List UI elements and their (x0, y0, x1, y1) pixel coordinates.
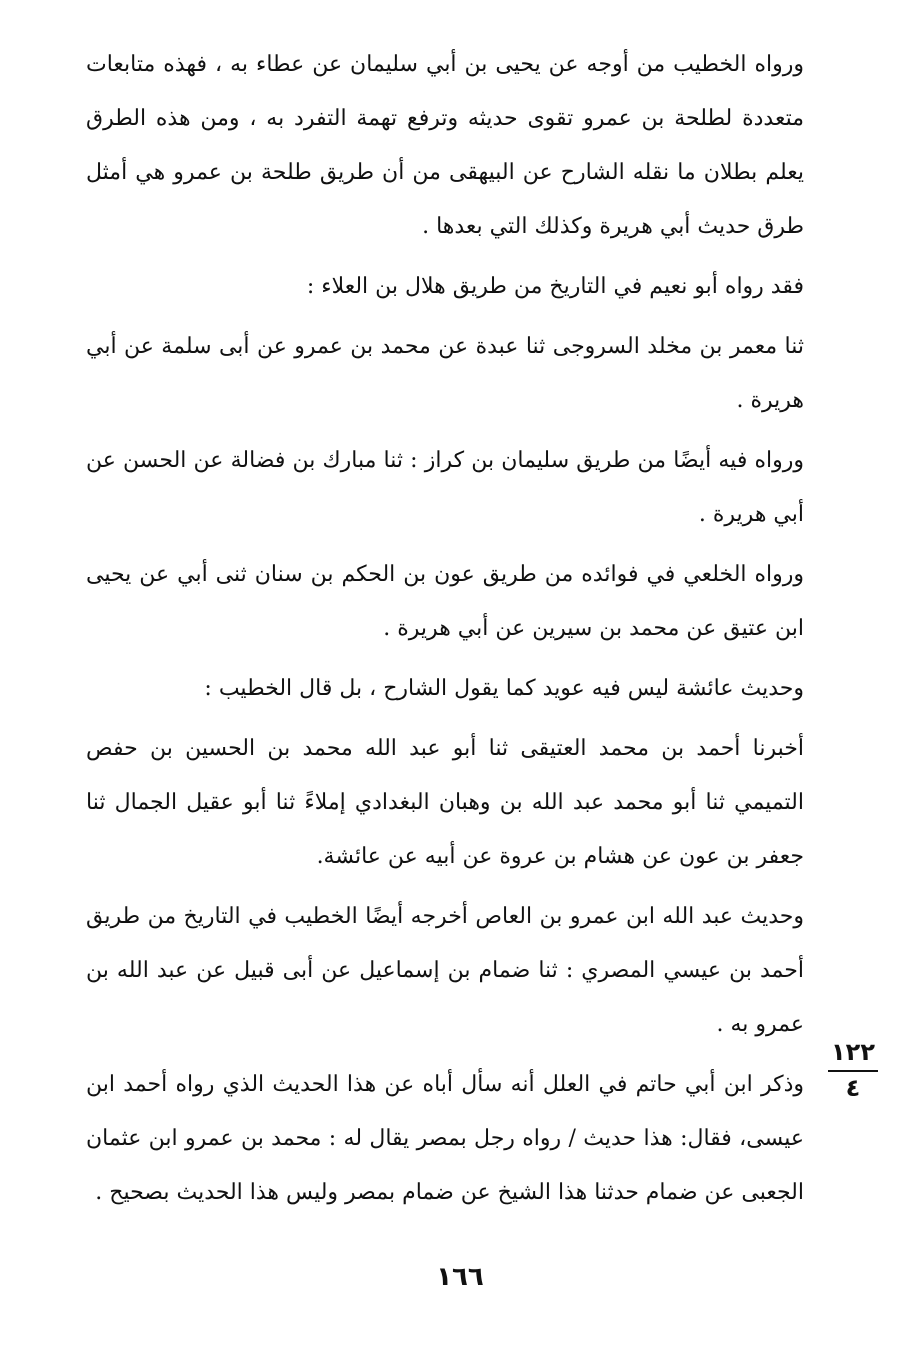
page-number: ١٦٦ (436, 1262, 484, 1292)
margin-reference-page: ٤ (845, 1074, 861, 1102)
paragraph-5: ورواه الخلعي في فوائده من طريق عون بن الحكم بن سنان ثنى أبي عن يحيى ابن عتيق عن محمد بن سيرين عن أبي هريرة . (86, 562, 804, 641)
page-body (86, 38, 804, 1226)
paragraph-2: فقد رواه أبو نعيم في التاريخ من طريق هلال بن العلاء : (306, 274, 804, 299)
paragraph-7: أخبرنا أحمد بن محمد العتيقى ثنا أبو عبد الله محمد بن الحسين بن حفص التميمي ثنا أبو محمد عبد الله بن وهبان البغدادي إملاءً ثنا أبو عقيل الجمال ثنا جعفر بن عون عن هشام بن عروة عن أبيه عن عائشة. (86, 736, 804, 869)
paragraph-6: وحديث عائشة ليس فيه عويد كما يقول الشارح ، بل قال الخطيب : (204, 676, 804, 701)
paragraph-3: ثنا معمر بن مخلد السروجى ثنا عبدة عن محمد بن عمرو عن أبى سلمة عن أبي هريرة . (86, 334, 804, 413)
paragraph-1: ورواه الخطيب من أوجه عن يحيى بن أبي سليمان عن عطاء به ، فهذه متابعات متعددة لطلحة بن عمرو تقوى حديثه وترفع تهمة التفرد به ، ومن هذه الطرق يعلم بطلان ما نقله الشارح عن البيهقى من أن طريق طلحة بن عمرو هي أمثل طرق حديث أبي هريرة وكذلك التي بعدها . (86, 52, 804, 239)
paragraph-8: وحديث عبد الله ابن عمرو بن العاص أخرجه أيضًا الخطيب في التاريخ من طريق أحمد بن عيسي المصري : ثنا ضمام بن إسماعيل عن أبى قبيل عن عبد الله بن عمرو به . (86, 904, 804, 1037)
paragraph-4: ورواه فيه أيضًا من طريق سليمان بن كراز : ثنا مبارك بن فضالة عن الحسن عن أبي هريرة . (86, 448, 804, 527)
margin-reference-volume: ١٢٢ (831, 1038, 875, 1066)
margin-reference (828, 1038, 878, 1102)
paragraph-9: وذكر ابن أبي حاتم في العلل أنه سأل أباه عن هذا الحديث الذي رواه أحمد ابن عيسى، فقال: هذا حديث / رواه رجل بمصر يقال له : محمد بن عمرو ابن عثمان الجعبى عن ضمام حدثنا هذا الشيخ عن ضمام بمصر وليس هذا الحديث بصحيح . (86, 1072, 804, 1205)
